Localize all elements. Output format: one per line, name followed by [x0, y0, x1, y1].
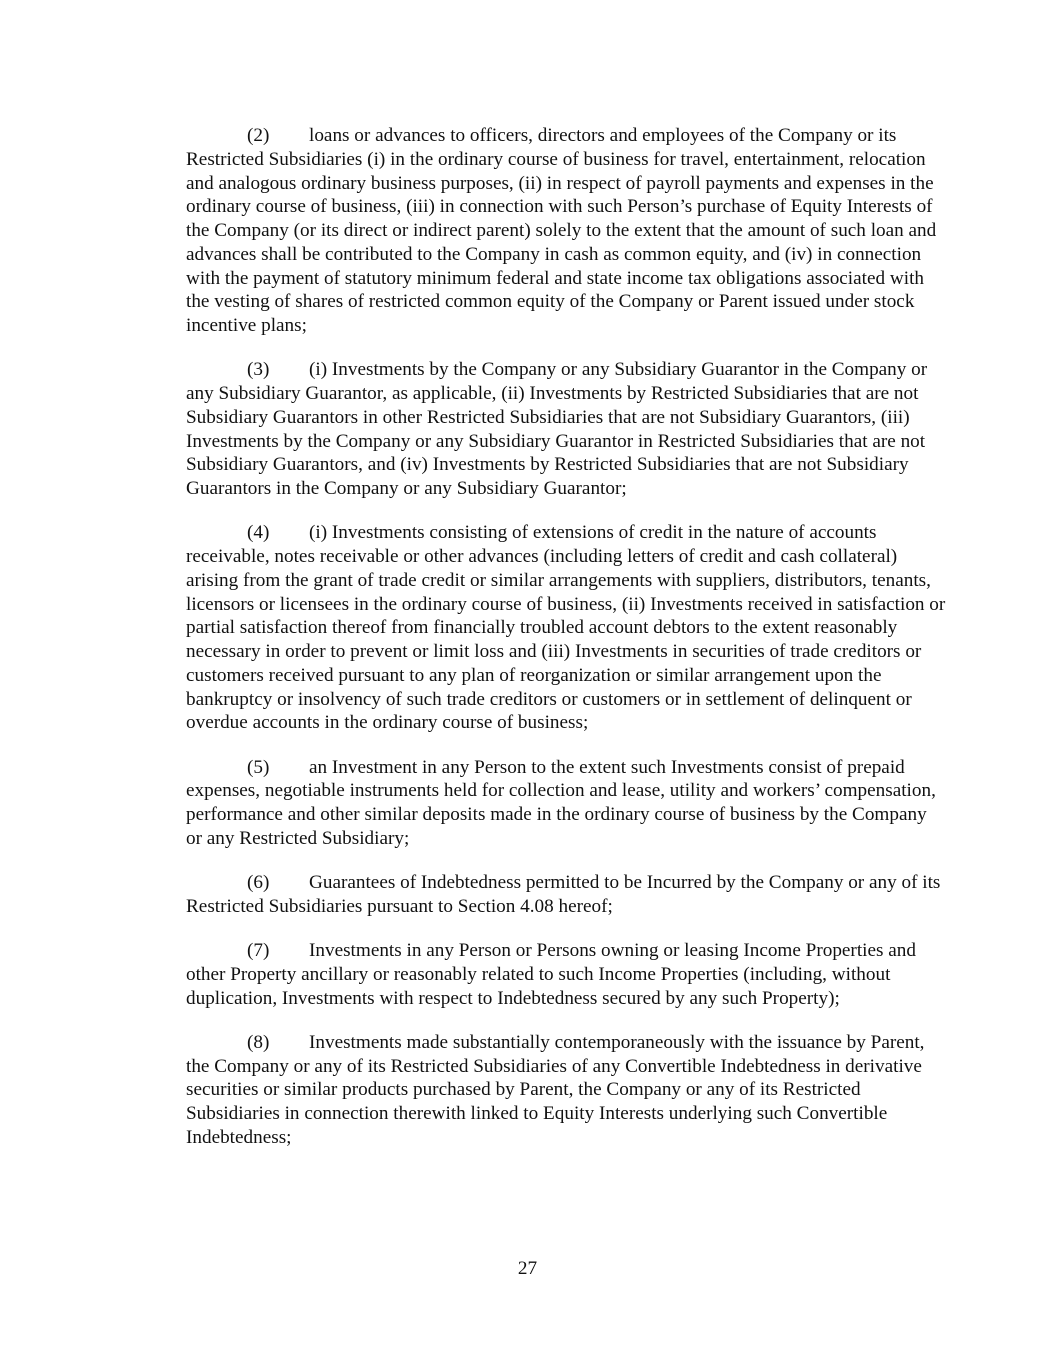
clause-number: (5)	[247, 756, 270, 778]
clause-text: an Investment in any Person to the extent such Investments consist of prepaid expenses, negotiable instruments held for collection and lease, utility and workers’ compensation, performance and other similar deposits made in the ordinary course of business by the Company or any Restricted Subsidiary;	[186, 756, 936, 849]
clause-number: (6)	[247, 872, 270, 893]
clause-number: (3)	[247, 359, 270, 381]
document-body	[186, 124, 946, 1170]
clause-number: (8)	[247, 1031, 270, 1053]
clause-number: (4)	[247, 522, 270, 544]
clause-text: loans or advances to officers, directors and employees of the Company or its Restricted Subsidiaries (i) in the ordinary course of business for travel, entertainment, relocation and analogous ordinary business purposes, (ii) in respect of payroll payments and expenses in the ordinary course of business, (iii) in connection with such Person’s purchase of Equity Interests of the Company (or its direct or indirect parent) solely to the extent that the amount of such loan and advances shall be contributed to the Company in cash as common equity, and (iv) in connection with the payment of statutory minimum federal and state income tax obligations associated with the vesting of shares of restricted common equity of the Company or Parent issued under stock incentive plans;	[186, 125, 937, 336]
clause-3	[186, 358, 946, 501]
clause-7	[186, 939, 946, 1010]
clause-text: (i) Investments by the Company or any Subsidiary Guarantor in the Company or any Subsidiary Guarantor, as applicable, (ii) Investments by Restricted Subsidiaries that are not Subsidiary Guarantors in other Restricted Subsidiaries that are not Subsidiary Guarantors, (iii) Investments by the Company or any Subsidiary Guarantor in Restricted Subsidiaries that are not Subsidiary Guarantors, and (iv) Investments by Restricted Subsidiaries that are not Subsidiary Guarantors in the Company or any Subsidiary Guarantor;	[186, 359, 928, 499]
clause-2	[186, 124, 946, 338]
page-number: 27	[517, 1258, 538, 1279]
clause-5	[186, 756, 946, 851]
clause-text: (i) Investments consisting of extensions of credit in the nature of accounts receivable, notes receivable or other advances (including letters of credit and cash collateral) arising from the grant of trade credit or similar arrangements with suppliers, distributors, tenants, licensors or licensees in the ordinary course of business, (ii) Investments received in satisfaction or partial satisfaction thereof from financially troubled account debtors to the extent reasonably necessary in order to prevent or limit loss and (iii) Investments in securities of trade creditors or customers received pursuant to any plan of reorganization or similar arrangement upon the bankruptcy or insolvency of such trade creditors or customers or in settlement of delinquent or overdue accounts in the ordinary course of business;	[186, 522, 946, 734]
clause-text: Investments made substantially contemporaneously with the issuance by Parent, the Company or any of its Restricted Subsidiaries of any Convertible Indebtedness in derivative securities or similar products purchased by Parent, the Company or any of its Restricted Subsidiaries in connection therewith linked to Equity Interests underlying such Convertible Indebtedness;	[186, 1031, 925, 1148]
clause-text: Investments in any Person or Persons owning or leasing Income Properties and other Property ancillary or reasonably related to such Income Properties (including, without duplication, Investments with respect to Indebtedness secured by any such Property);	[186, 940, 916, 1009]
clause-6	[186, 871, 946, 919]
clause-number: (7)	[247, 940, 270, 961]
clause-text: Guarantees of Indebtedness permitted to be Incurred by the Company or any of its Restricted Subsidiaries pursuant to Section 4.08 hereof;	[186, 872, 941, 917]
clause-8	[186, 1031, 946, 1150]
clause-4	[186, 521, 946, 735]
clause-number: (2)	[247, 125, 270, 146]
